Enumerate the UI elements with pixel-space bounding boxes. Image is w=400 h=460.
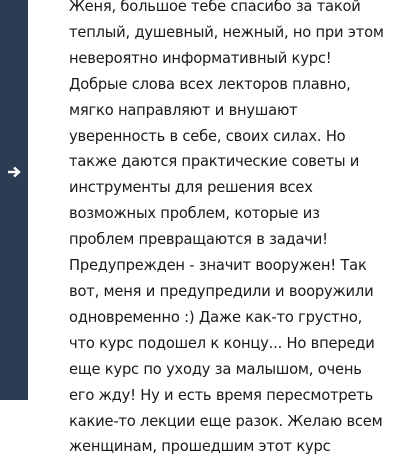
sidebar-toggle-button[interactable] <box>0 160 28 184</box>
review-line: Предупрежден - значит вооружен! Так <box>69 257 367 275</box>
review-line: Добрые слова всех лекторов плавно, <box>69 75 351 93</box>
review-line: проблем превращаются в задачи! <box>69 231 328 249</box>
review-line: мягко направляют и внушают <box>69 101 298 119</box>
review-line: невероятно информативный курс! <box>69 49 332 67</box>
review-line: теплый, душевный, нежный, но при этом <box>69 23 384 41</box>
review-line: одновременно :) Даже как-то грустно, <box>69 308 363 326</box>
review-line: Женя, большое тебе спасибо за такой <box>69 0 361 15</box>
review-line: какие-то лекции еще разок. Желаю всем <box>69 412 383 430</box>
review-line: уверенность в себе, своих силах. Но <box>69 127 346 145</box>
review-line: его жду! Ну и есть время пересмотреть <box>69 386 374 404</box>
review-line: еще курс по уходу за малышом, очень <box>69 360 362 378</box>
review-text <box>69 0 395 460</box>
review-line: инструменты для решения всех <box>69 179 313 197</box>
review-line: что курс подошел к концу... Но впереди <box>69 334 375 352</box>
arrow-right-icon <box>7 166 21 178</box>
review-line: женщинам, прошедшим этот курс <box>69 438 331 456</box>
review-line: также даются практические советы и <box>69 153 360 171</box>
sidebar <box>0 0 28 400</box>
review-line: возможных проблем, которые из <box>69 205 320 223</box>
review-line: вот, меня и предупредили и вооружили <box>69 282 374 300</box>
